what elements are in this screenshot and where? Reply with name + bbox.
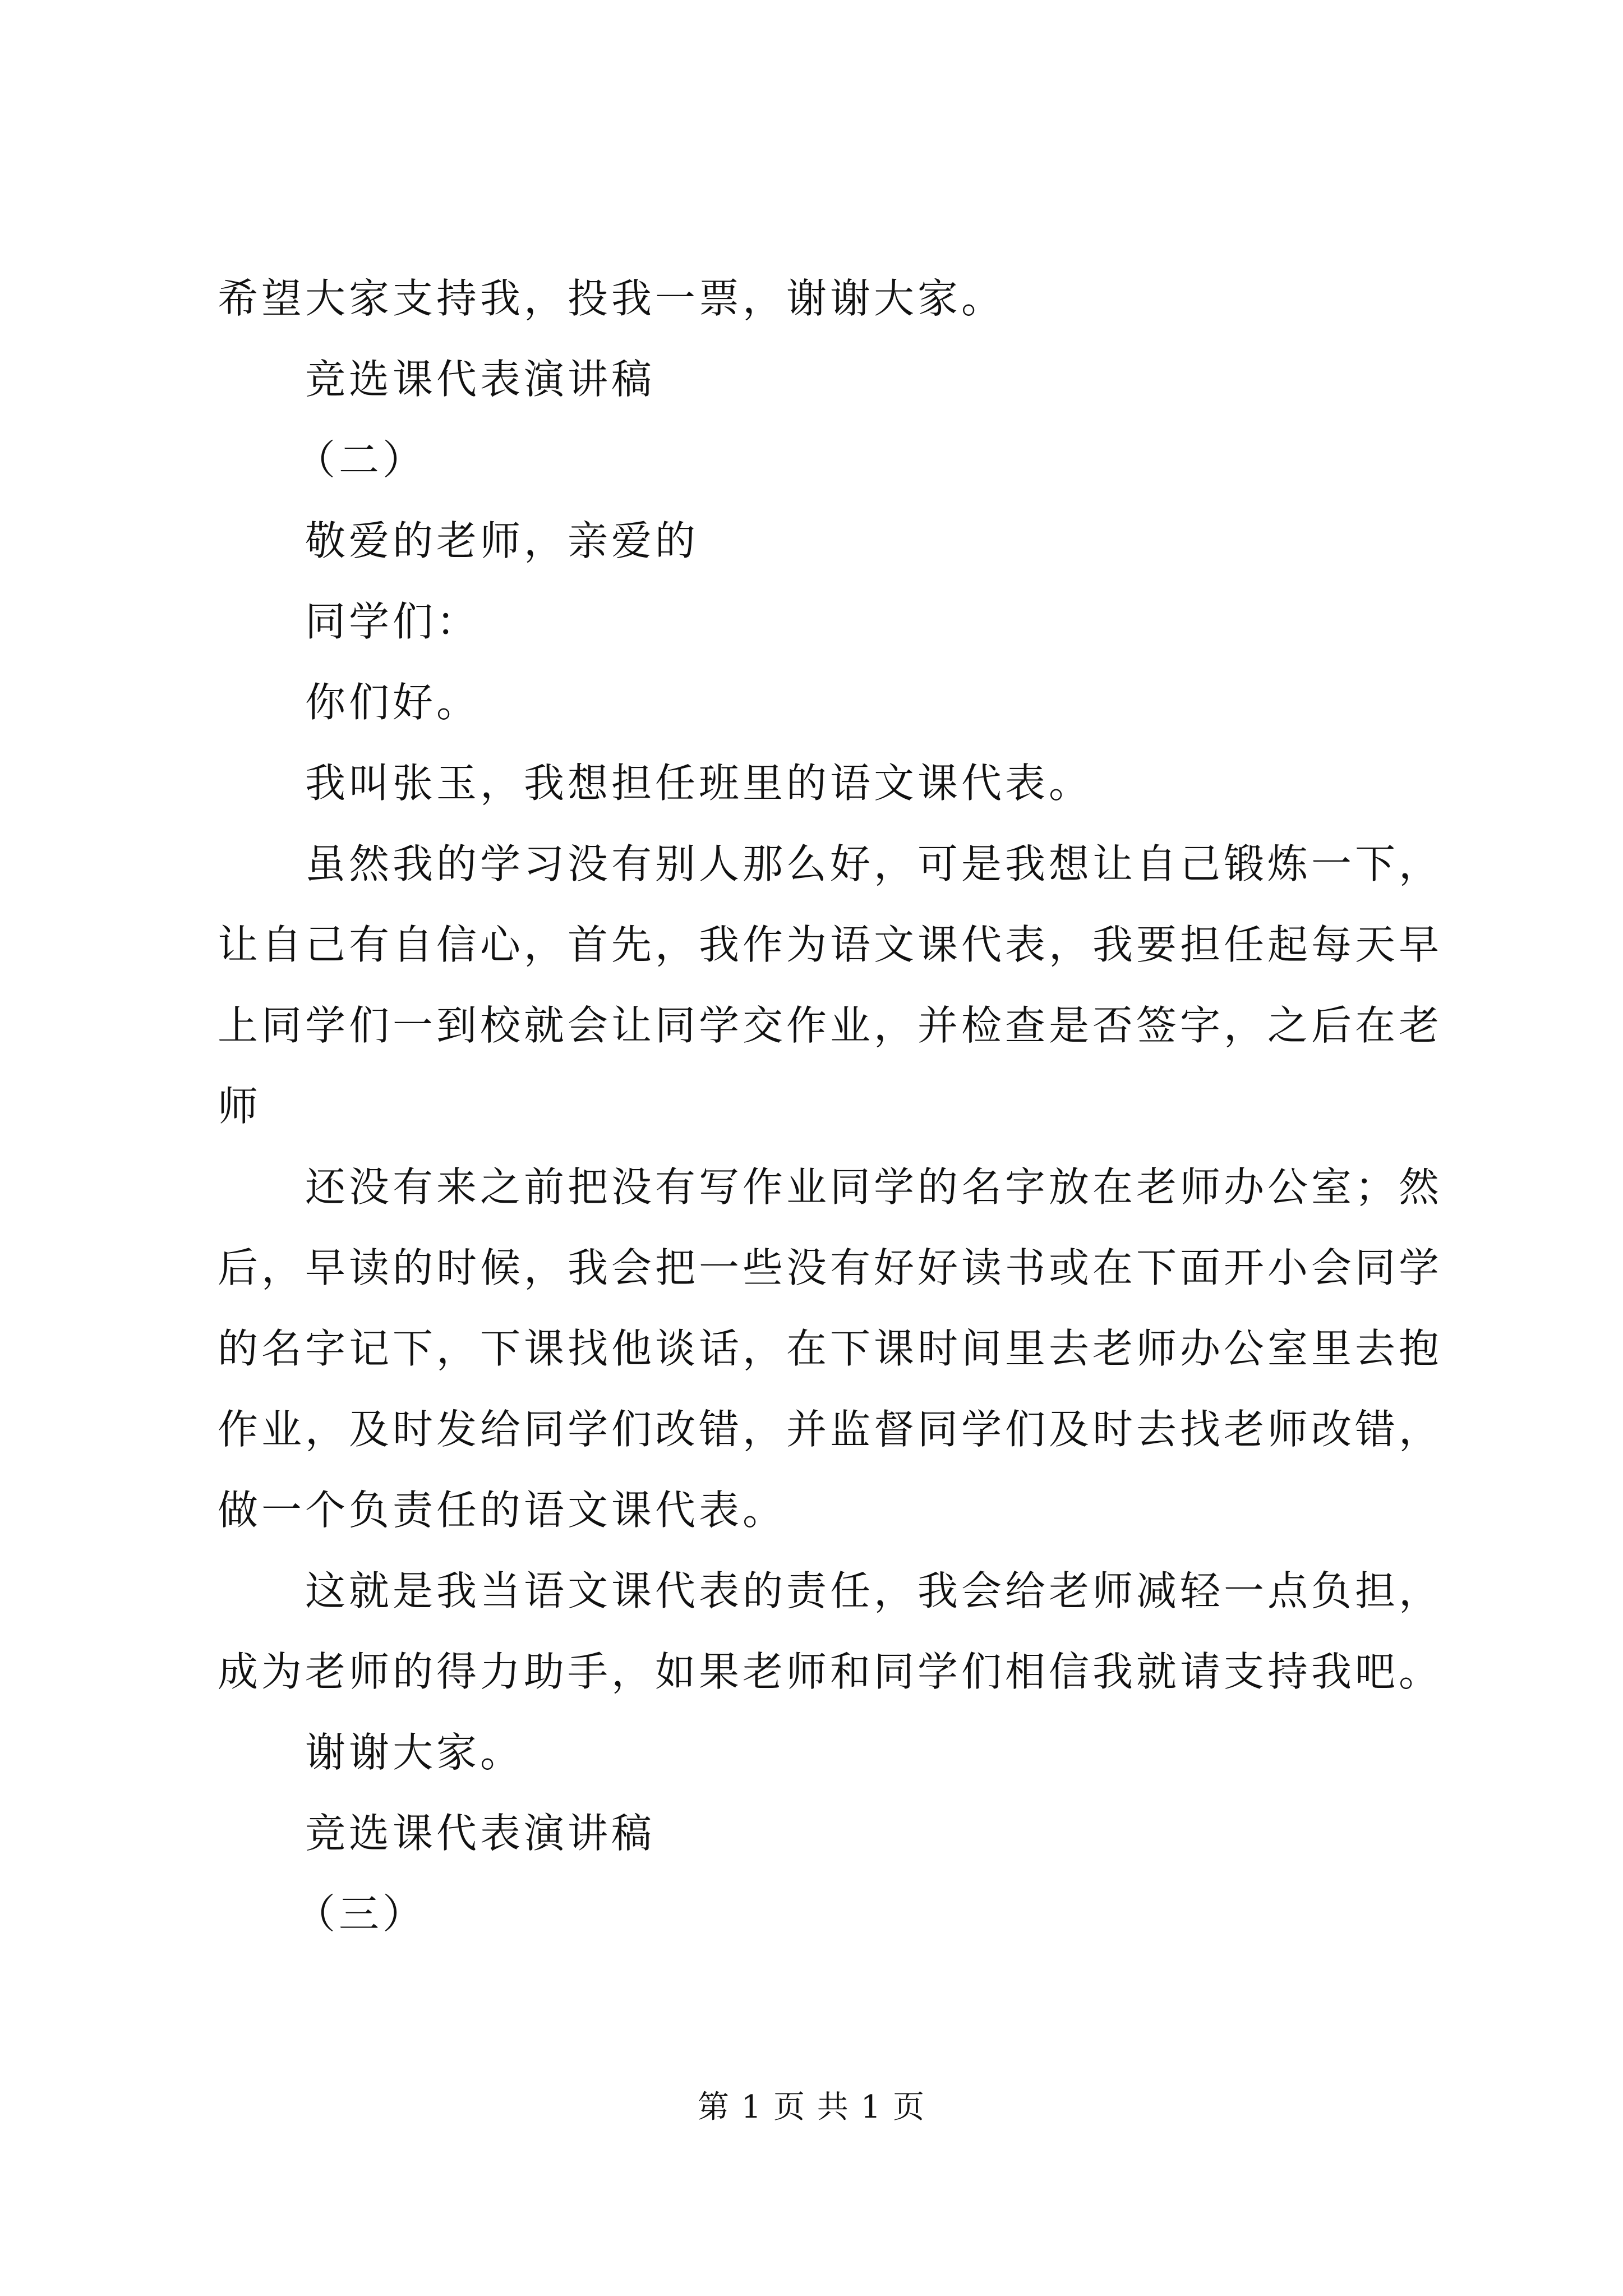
greeting-line: 你们好。	[305, 679, 481, 726]
document-body	[218, 258, 1443, 1954]
paragraph-line: 虽然我的学习没有别人那么好，可是我想让自己锻炼一下，	[305, 840, 1443, 887]
paragraph-line: 上同学们一到校就会让同学交作业，并检查是否签字，之后在老	[218, 1002, 1443, 1049]
salutation-line: 同学们：	[305, 598, 481, 645]
paragraph-line: 我叫张玉，我想担任班里的语文课代表。	[305, 760, 1093, 807]
paragraph-line: 的名字记下，下课找他谈话，在下课时间里去老师办公室里去抱	[218, 1325, 1443, 1372]
closing-line: 谢谢大家。	[305, 1729, 524, 1776]
section-number: （三）	[295, 1890, 427, 1938]
section-number: （二）	[295, 436, 427, 484]
paragraph-line: 作业，及时发给同学们改错，并监督同学们及时去找老师改错，	[218, 1406, 1443, 1453]
paragraph-line: 做一个负责任的语文课代表。	[218, 1487, 787, 1534]
page-footer: 第 1 页 共 1 页	[697, 2089, 926, 2125]
paragraph-line: 后，早读的时候，我会把一些没有好好读书或在下面开小会同学	[218, 1244, 1443, 1291]
paragraph-line: 这就是我当语文课代表的责任，我会给老师减轻一点负担，	[305, 1567, 1443, 1614]
paragraph-line: 让自己有自信心，首先，我作为语文课代表，我要担任起每天早	[218, 921, 1443, 968]
salutation-line: 敬爱的老师，亲爱的	[305, 517, 699, 564]
paragraph-line: 希望大家支持我，投我一票，谢谢大家。	[218, 275, 1006, 322]
section-title: 竞选课代表演讲稿	[305, 1810, 656, 1857]
paragraph-line: 还没有来之前把没有写作业同学的名字放在老师办公室；然	[305, 1163, 1443, 1211]
paragraph-line: 师	[218, 1083, 262, 1130]
paragraph-line: 成为老师的得力助手，如果老师和同学们相信我就请支持我吧。	[218, 1648, 1443, 1695]
section-title: 竞选课代表演讲稿	[305, 356, 656, 403]
